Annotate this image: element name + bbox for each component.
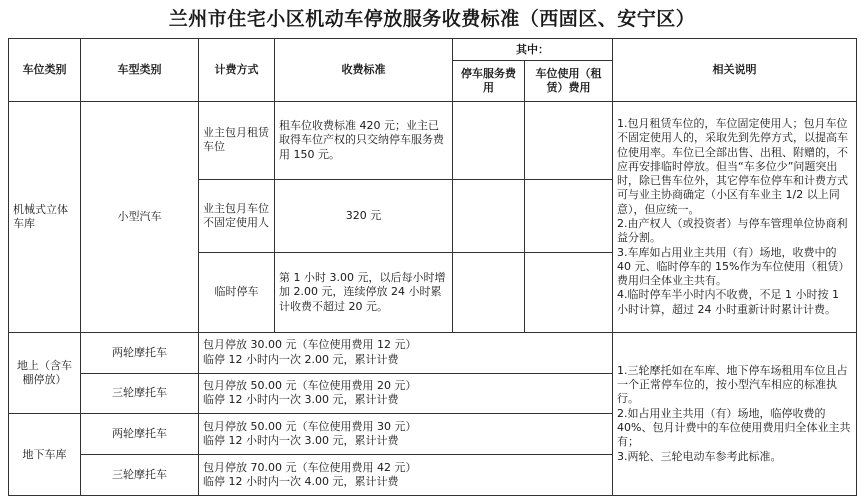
header-billing-method: 计费方式 <box>199 39 275 102</box>
vehicle-two-wheel-moto: 两轮摩托车 <box>81 414 199 455</box>
moto-monthly-fee: 包月停放 50.00 元（车位使用费用 30 元） <box>203 419 417 433</box>
space-use-fee-cell <box>525 102 613 180</box>
vehicle-three-wheel-moto: 三轮摩托车 <box>81 373 199 414</box>
method-temporary: 临时停车 <box>199 253 275 333</box>
fee-table <box>8 38 857 496</box>
category-ground: 地上（含车棚停放） <box>9 332 81 414</box>
method-monthly-floating: 业主包月车位不固定使用人 <box>199 179 275 252</box>
header-space-use-fee: 车位使用（租赁）费用 <box>525 61 613 102</box>
service-fee-cell <box>453 253 525 333</box>
note-item: 2.由产权人（或投资者）与停车管理单位协商利益分割。 <box>617 216 848 245</box>
note-item: 1.包月租赁车位的，车位固定使用人；包月车位不固定使用人的，采取先到先停方式，以提高车位使用率。车位已全部出售、出租、附赠的，不应再安排临时停放。但当“车多位少”问题突出时，除已售车位外，其它停车位停车和计费方式可与业主协商确定（小区有车业主 1/2 以上同意），但应统一。 <box>617 116 848 216</box>
header-notes: 相关说明 <box>613 39 857 102</box>
notes-motorcycle <box>613 332 857 495</box>
header-parking-type: 车位类别 <box>9 39 81 102</box>
note-item: 4.临时停车半小时内不收费，不足 1 小时按 1 小时计算，超过 24 小时重新计时累计计费。 <box>617 288 839 316</box>
method-monthly-rental: 业主包月租赁车位 <box>199 102 275 180</box>
vehicle-three-wheel-moto: 三轮摩托车 <box>81 455 199 496</box>
moto-fee-cell <box>199 373 613 414</box>
vehicle-two-wheel-moto: 两轮摩托车 <box>81 332 199 373</box>
moto-monthly-fee: 包月停放 30.00 元（车位使用费用 12 元） <box>203 338 417 352</box>
space-use-fee-cell <box>525 179 613 252</box>
note-item: 3.车库如占用业主共用（有）场地，收费中的 40 元、临时停车的 15%作为车位使用（租赁）费用归全体业主共有。 <box>617 245 850 288</box>
vehicle-small-car: 小型汽车 <box>81 102 199 333</box>
notes-mechanical <box>613 102 857 333</box>
service-fee-cell <box>453 102 525 180</box>
moto-temporary-fee: 临停 12 小时内一次 4.00 元，累计计费 <box>203 475 399 489</box>
moto-fee-cell <box>199 332 613 373</box>
header-of-which: 其中： <box>453 39 613 61</box>
note-item: 1.三轮摩托如在车库、地下停车场租用车位且占一个正常停车位的，按小型汽车相应的标准执行。 <box>617 363 848 406</box>
header-service-fee: 停车服务费用 <box>453 61 525 102</box>
moto-temporary-fee: 临停 12 小时内一次 3.00 元，累计计费 <box>203 393 399 407</box>
header-vehicle-type: 车型类别 <box>81 39 199 102</box>
category-underground: 地下车库 <box>9 414 81 496</box>
category-mechanical: 机械式立体车库 <box>9 102 81 333</box>
moto-monthly-fee: 包月停放 70.00 元（车位使用费用 42 元） <box>203 460 417 474</box>
space-use-fee-cell <box>525 253 613 333</box>
header-fee-standard: 收费标准 <box>275 39 453 102</box>
note-item: 2.如占用业主共用（有）场地，临停收费的 40%、包月计费中的车位使用费用归全体业主共有； <box>617 406 851 449</box>
moto-fee-cell <box>199 455 613 496</box>
moto-monthly-fee: 包月停放 50.00 元（车位使用费用 20 元） <box>203 379 417 393</box>
document-title: 兰州市住宅小区机动车停放服务收费标准（西固区、安宁区） <box>168 8 696 30</box>
standard-temporary: 第 1 小时 3.00 元，以后每小时增加 2.00 元，连续停放 24 小时累计收费不超过 20 元。 <box>275 253 453 333</box>
standard-monthly-rental: 租车位收费标准 420 元；业主已取得车位产权的只交纳停车服务费用 150 元。 <box>275 102 453 180</box>
moto-temporary-fee: 临停 12 小时内一次 3.00 元，累计计费 <box>203 434 399 448</box>
note-item: 3.两轮、三轮电动车参考此标准。 <box>617 449 782 463</box>
moto-temporary-fee: 临停 12 小时内一次 2.00 元，累计计费 <box>203 352 399 366</box>
moto-fee-cell <box>199 414 613 455</box>
standard-monthly-floating: 320 元 <box>275 179 453 252</box>
service-fee-cell <box>453 179 525 252</box>
